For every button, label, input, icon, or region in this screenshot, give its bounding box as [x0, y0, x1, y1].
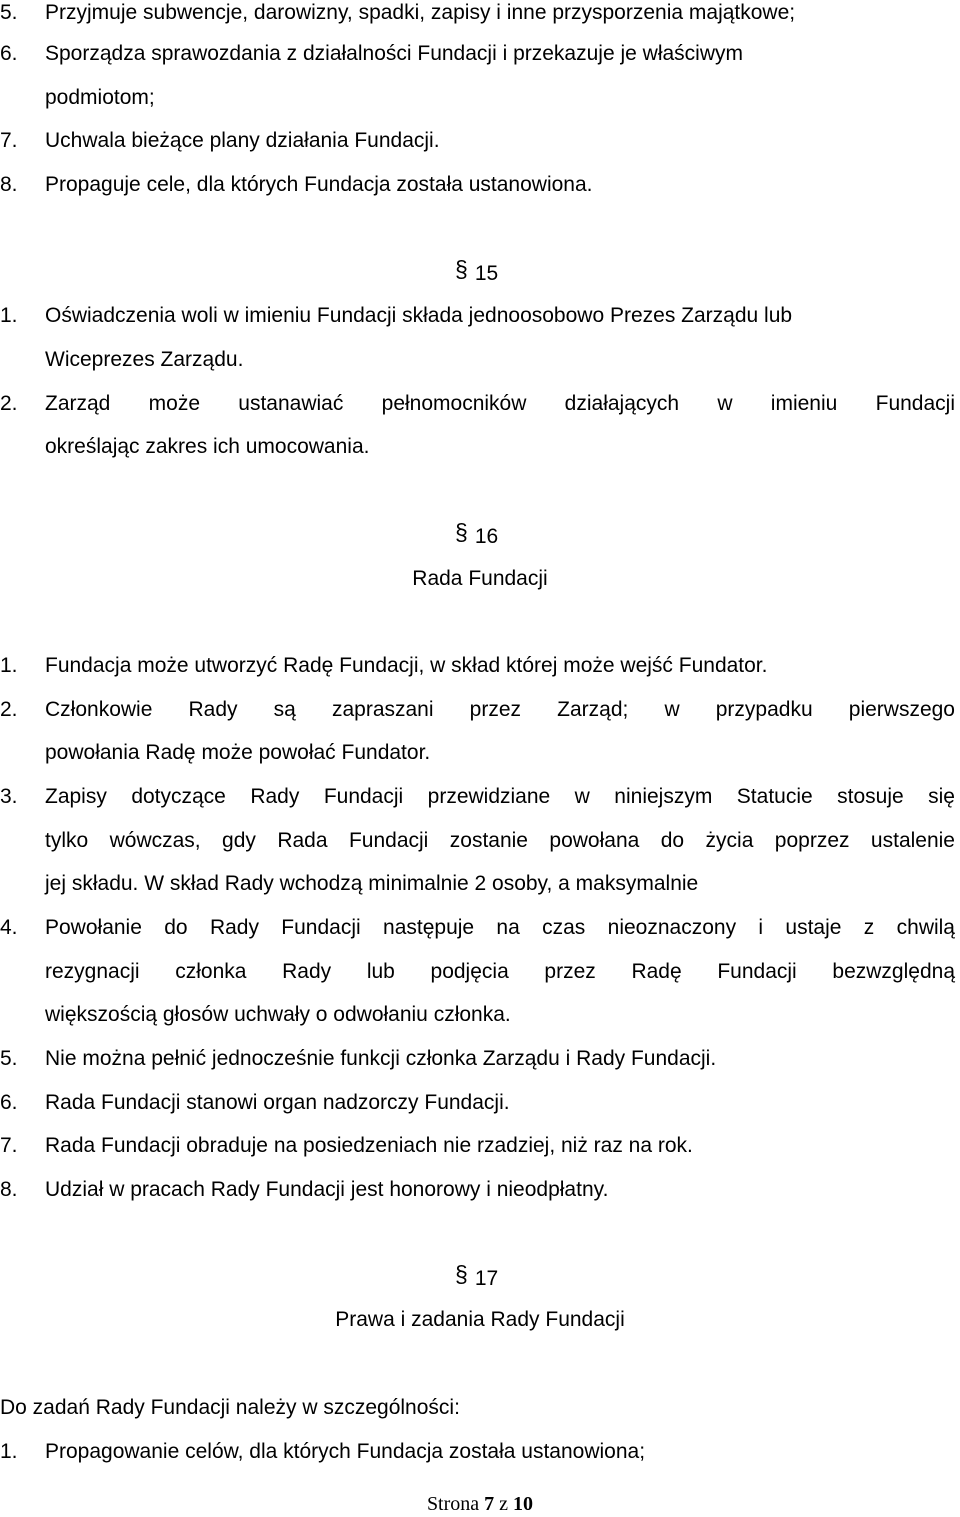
- list-item-number: 1.: [0, 1440, 18, 1463]
- list-item-number: 6.: [0, 1091, 18, 1114]
- paragraph-symbol: §: [455, 256, 468, 282]
- list-item-continuation: Wiceprezes Zarządu.: [45, 348, 244, 371]
- list-item-continuation: rezygnacji członka Rady lub podjęcia przez Radę Fundacji bezwzględną: [45, 960, 955, 983]
- list-item-text: Członkowie Rady są zapraszani przez Zarząd; w przypadku pierwszego: [45, 698, 955, 721]
- list-item-number: 5.: [0, 1, 18, 24]
- list-item-number: 6.: [0, 42, 18, 65]
- list-item-text: Propagowanie celów, dla których Fundacja została ustanowiona;: [45, 1440, 646, 1463]
- list-item-continuation: określając zakres ich umocowania.: [45, 435, 370, 458]
- list-item-number: 8.: [0, 1178, 18, 1201]
- list-item-continuation: jej składu. W skład Rady wchodzą minimalnie 2 osoby, a maksymalnie: [45, 872, 699, 895]
- list-item-number: 4.: [0, 916, 18, 939]
- list-item-continuation: większością głosów uchwały o odwołaniu członka.: [45, 1003, 511, 1026]
- list-item-text: Fundacja może utworzyć Radę Fundacji, w skład której może wejść Fundator.: [45, 654, 768, 677]
- section-heading-15: [455, 256, 499, 287]
- section-number: 16: [474, 525, 499, 548]
- list-item-continuation: podmiotom;: [45, 86, 155, 109]
- current-page-number: 7: [484, 1493, 495, 1515]
- list-item-continuation: tylko wówczas, gdy Rada Fundacji zostanie powołana do życia poprzez ustalenie: [45, 829, 955, 852]
- section-heading-16: [455, 519, 499, 550]
- section-number: 17: [474, 1267, 499, 1290]
- section-intro: Do zadań Rady Fundacji należy w szczególności:: [0, 1396, 460, 1419]
- page-label: Strona: [426, 1493, 480, 1515]
- list-item-number: 3.: [0, 785, 18, 808]
- page-footer: [0, 1491, 960, 1517]
- list-item-number: 7.: [0, 1134, 18, 1157]
- list-item-text: Uchwala bieżące plany działania Fundacji.: [45, 129, 440, 152]
- list-item-text: Rada Fundacji obraduje na posiedzeniach nie rzadziej, niż raz na rok.: [45, 1134, 693, 1157]
- list-item-text: Nie można pełnić jednocześnie funkcji członka Zarządu i Rady Fundacji.: [45, 1047, 717, 1070]
- list-item-number: 1.: [0, 304, 18, 327]
- list-item-number: 2.: [0, 392, 18, 415]
- list-item-text: Sporządza sprawozdania z działalności Fundacji i przekazuje je właściwym: [45, 42, 743, 65]
- list-item-number: 7.: [0, 129, 18, 152]
- list-item-text: Zapisy dotyczące Rady Fundacji przewidziane w niniejszym Statucie stosuje się: [45, 785, 955, 808]
- list-item-number: 1.: [0, 654, 18, 677]
- paragraph-symbol: §: [455, 519, 468, 545]
- list-item-number: 5.: [0, 1047, 18, 1070]
- list-item-continuation: powołania Radę może powołać Fundator.: [45, 741, 431, 764]
- list-item-text: Oświadczenia woli w imieniu Fundacji składa jednoosobowo Prezes Zarządu lub: [45, 304, 793, 327]
- paragraph-symbol: §: [455, 1261, 468, 1287]
- section-number: 15: [474, 262, 499, 285]
- list-item-text: Udział w pracach Rady Fundacji jest honorowy i nieodpłatny.: [45, 1178, 609, 1201]
- section-title: Prawa i zadania Rady Fundacji: [335, 1308, 625, 1331]
- list-item-text: Propaguje cele, dla których Fundacja została ustanowiona.: [45, 173, 593, 196]
- section-heading-17: [455, 1261, 499, 1292]
- list-item-number: 8.: [0, 173, 18, 196]
- list-item-text: Przyjmuje subwencje, darowizny, spadki, zapisy i inne przysporzenia majątkowe;: [45, 1, 796, 24]
- section-title: Rada Fundacji: [412, 567, 548, 590]
- list-item-number: 2.: [0, 698, 18, 721]
- total-pages-number: 10: [513, 1493, 534, 1515]
- page-separator: z: [499, 1493, 509, 1515]
- list-item-text: Zarząd może ustanawiać pełnomocników działających w imieniu Fundacji: [45, 392, 955, 415]
- list-item-text: Rada Fundacji stanowi organ nadzorczy Fundacji.: [45, 1091, 510, 1114]
- list-item-text: Powołanie do Rady Fundacji następuje na czas nieoznaczony i ustaje z chwilą: [45, 916, 955, 939]
